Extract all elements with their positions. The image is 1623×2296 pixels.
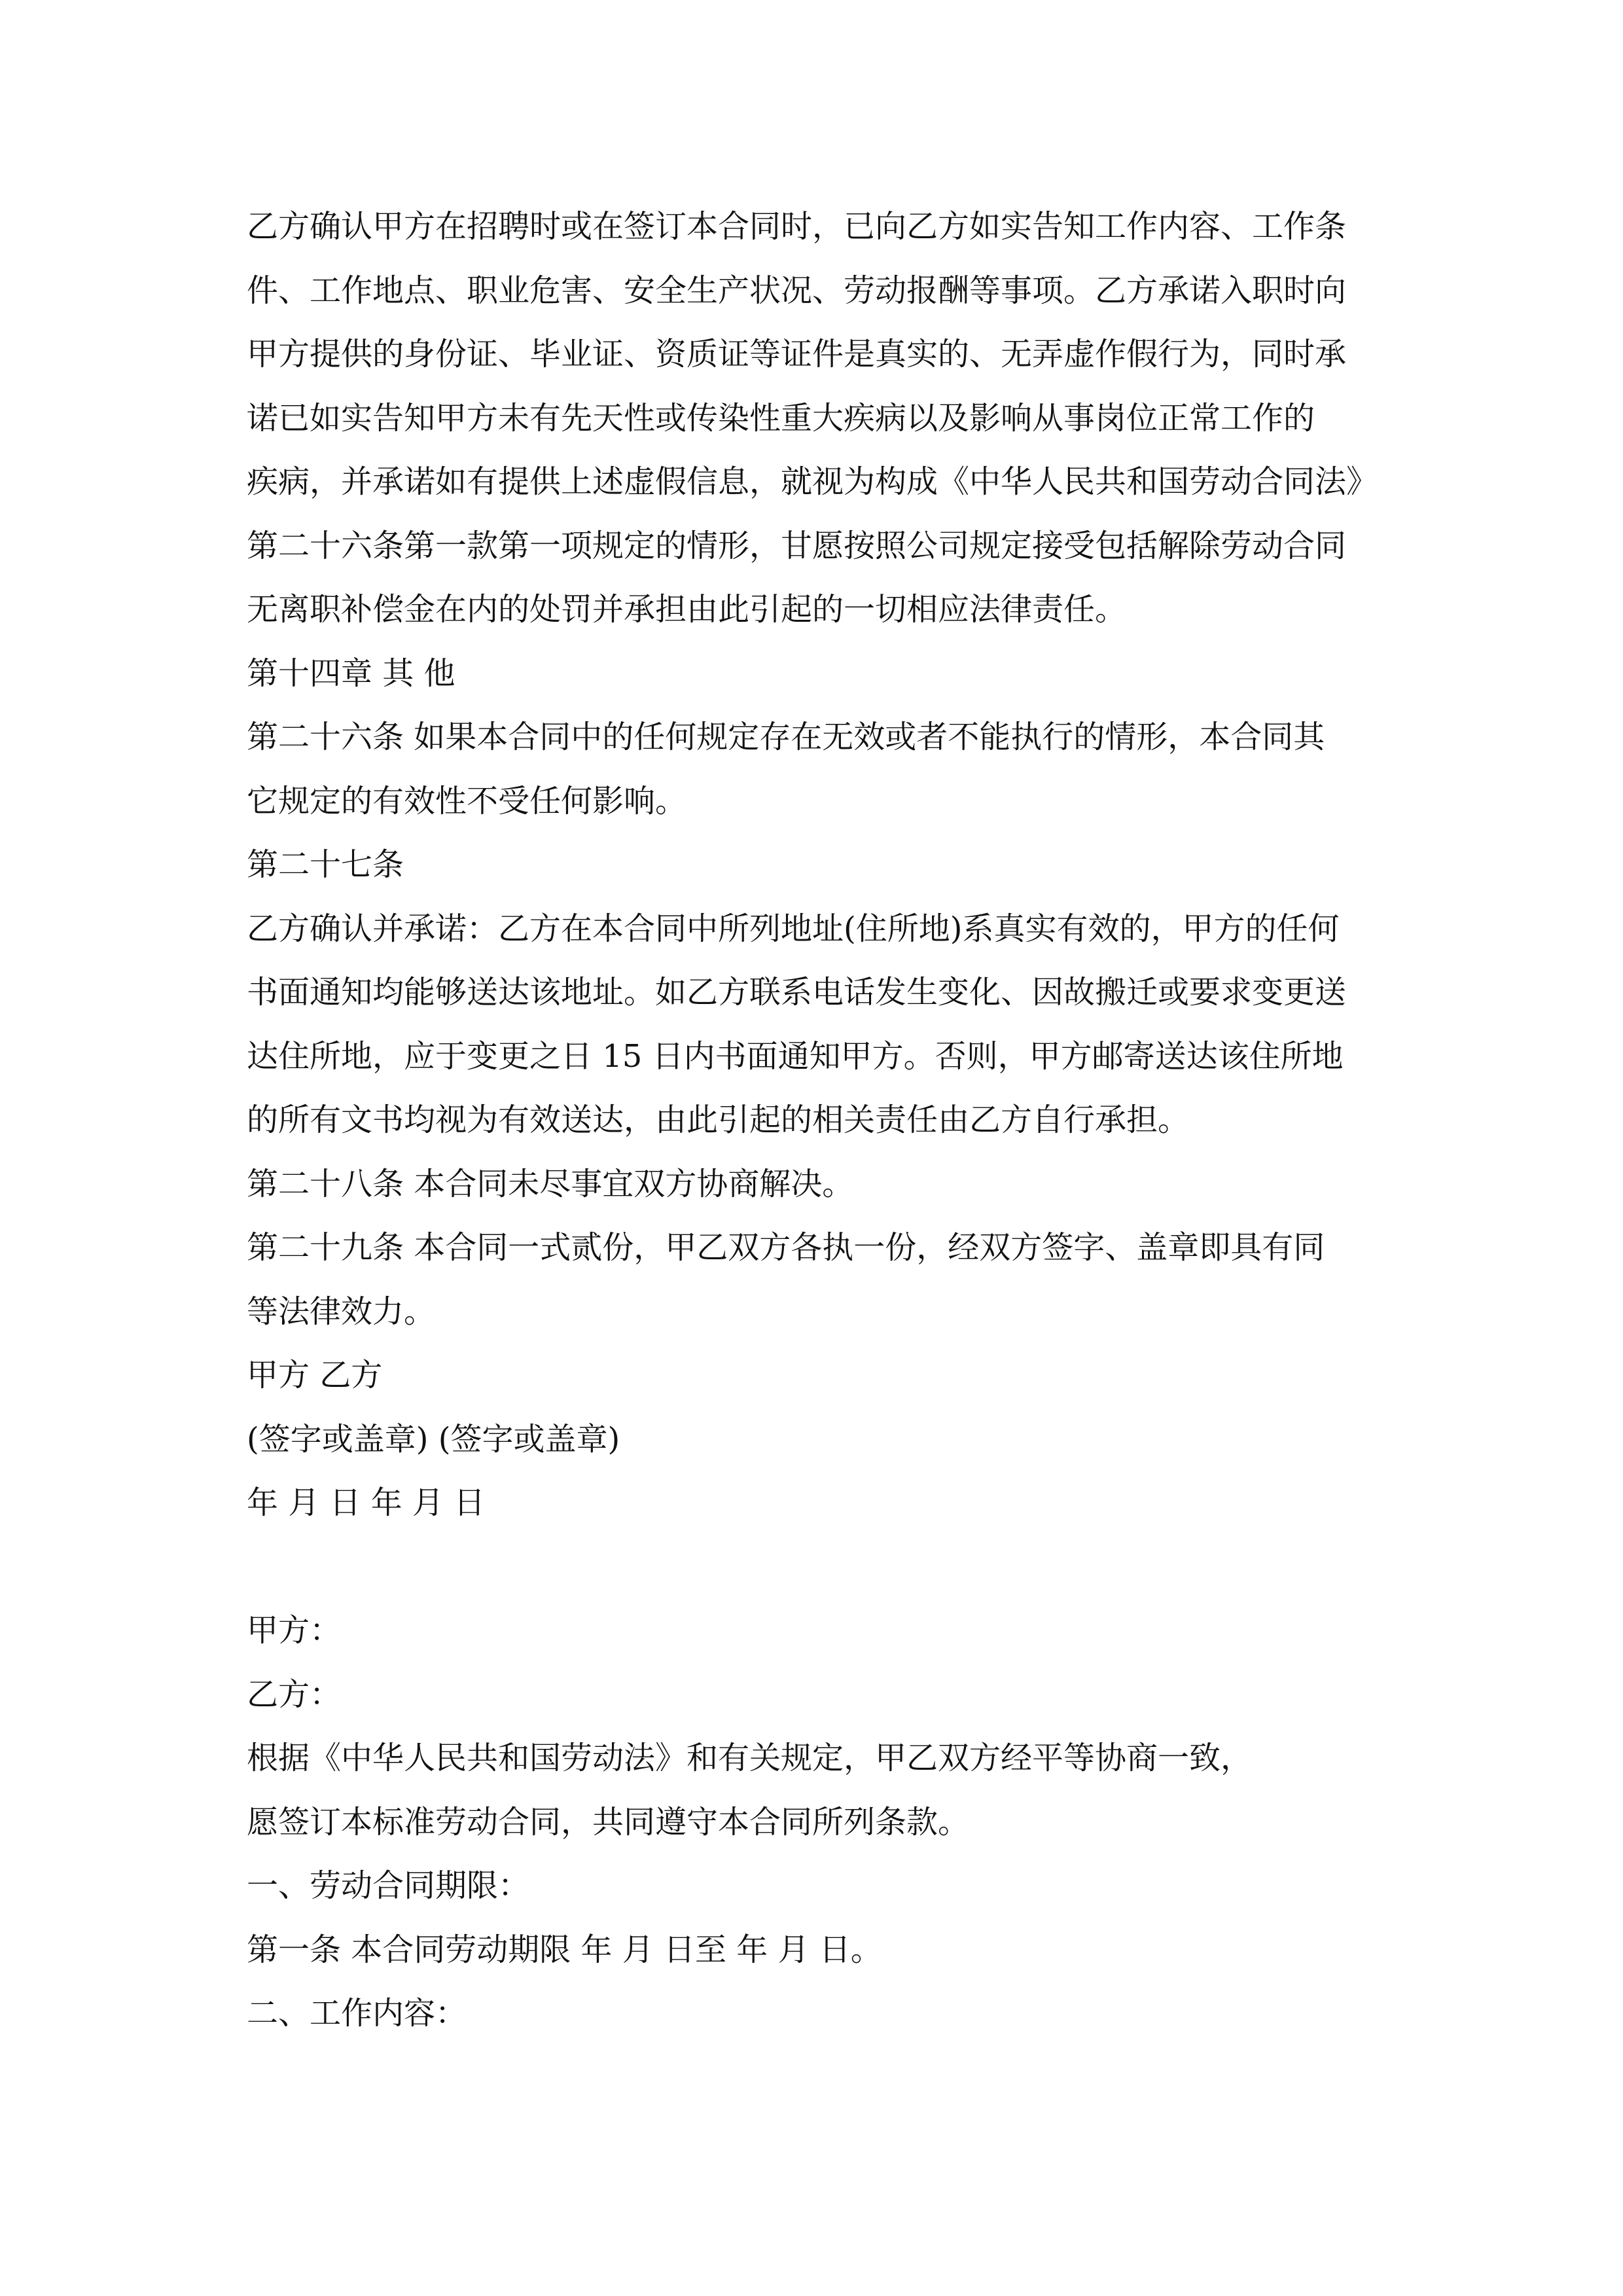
text-line: 达住所地，应于变更之日 15 日内书面通知甲方。否则，甲方邮寄送达该住所地 bbox=[247, 1037, 1344, 1075]
text-line: 甲方提供的身份证、毕业证、资质证等证件是真实的、无弄虚作假行为，同时承 bbox=[247, 336, 1347, 372]
text-line: 第二十六条 如果本合同中的任何规定存在无效或者不能执行的情形，本合同其 bbox=[247, 719, 1325, 755]
text-line: 愿签订本标准劳动合同，共同遵守本合同所列条款。 bbox=[247, 1803, 970, 1840]
section-heading: 一、劳动合同期限： bbox=[247, 1867, 530, 1904]
text-line: 诺已如实告知甲方未有先天性或传染性重大疾病以及影响从事岗位正常工作的 bbox=[247, 399, 1315, 437]
article-heading: 第二十七条 bbox=[247, 846, 404, 883]
party-b-label: 乙方： bbox=[247, 1676, 342, 1713]
text-line: 它规定的有效性不受任何影响。 bbox=[247, 782, 687, 819]
text-line: 乙方确认并承诺：乙方在本合同中所列地址(住所地)系真实有效的，甲方的任何 bbox=[247, 910, 1340, 947]
blank-line bbox=[247, 1535, 1379, 1600]
text-line: 疾病，并承诺如有提供上述虚假信息，就视为构成《中华人民共和国劳动合同法》 bbox=[247, 463, 1378, 500]
document-body bbox=[247, 195, 1379, 2046]
text-line: 件、工作地点、职业危害、安全生产状况、劳动报酬等事项。乙方承诺入职时向 bbox=[247, 272, 1347, 309]
party-a-label: 甲方： bbox=[247, 1612, 342, 1649]
signature-parties: 甲方 乙方 bbox=[247, 1357, 383, 1393]
text-line: 的所有文书均视为有效送达，由此引起的相关责任由乙方自行承担。 bbox=[247, 1102, 1190, 1138]
signature-date: 年 月 日 年 月 日 bbox=[247, 1484, 486, 1521]
text-line: 根据《中华人民共和国劳动法》和有关规定，甲乙双方经平等协商一致， bbox=[247, 1740, 1253, 1776]
text-line: 等法律效力。 bbox=[247, 1293, 436, 1330]
signature-label: (签字或盖章) (签字或盖章) bbox=[247, 1420, 620, 1458]
text-line: 书面通知均能够送达该地址。如乙方联系电话发生变化、因故搬迁或要求变更送 bbox=[247, 974, 1347, 1011]
text-line: 第二十八条 本合同未尽事宜双方协商解决。 bbox=[247, 1165, 854, 1202]
text-line: 第二十九条 本合同一式贰份，甲乙双方各执一份，经双方签字、盖章即具有同 bbox=[247, 1229, 1325, 1266]
chapter-heading: 第十四章 其 他 bbox=[247, 655, 455, 692]
text-line: 乙方确认甲方在招聘时或在签订本合同时，已向乙方如实告知工作内容、工作条 bbox=[247, 208, 1347, 245]
text-line: 无离职补偿金在内的处罚并承担由此引起的一切相应法律责任。 bbox=[247, 591, 1127, 628]
text-line: 第一条 本合同劳动期限 年 月 日至 年 月 日。 bbox=[247, 1931, 882, 1968]
section-heading: 二、工作内容： bbox=[247, 1995, 467, 2032]
text-line: 第二十六条第一款第一项规定的情形，甘愿按照公司规定接受包括解除劳动合同 bbox=[247, 527, 1347, 564]
